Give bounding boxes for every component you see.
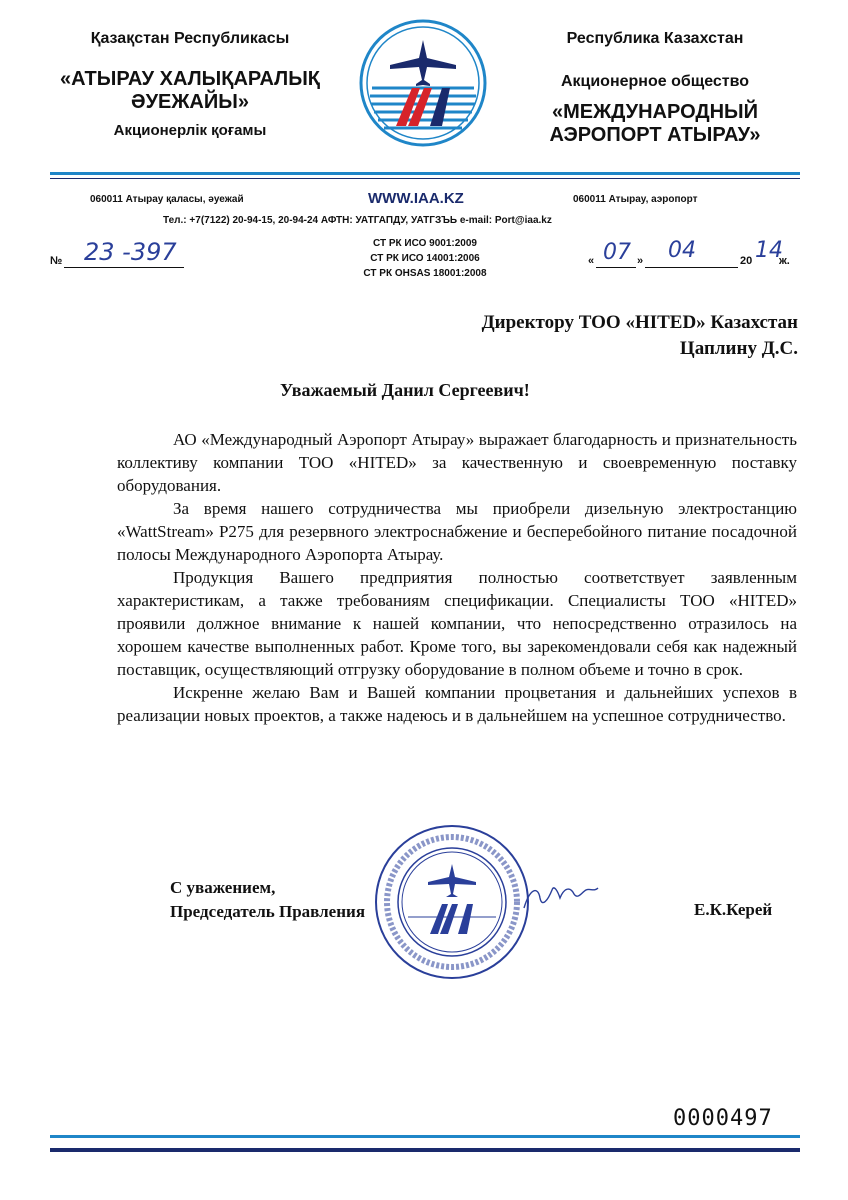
body-paragraph: АО «Международный Аэропорт Атырау» выражает благодарность и признательность коллективу компании ТОО «HITED» за качественную и своевременную поставку оборудования. bbox=[117, 430, 797, 495]
closing-block bbox=[170, 876, 365, 924]
left-name-line2: ӘУЕЖАЙЫ» bbox=[131, 91, 249, 113]
body-paragraph: Продукция Вашего предприятия полностью соответствует заявленным характеристикам, а также требованиям спецификации. Специалисты ТОО «HITED» проявили должное внимание к нашей компании, что непосредственно отразилось на хорошем качестве выполненных работ. Кроме того, вы зарекомендовали себя как надежный поставщик, осуществляющий отгрузку оборудование в полном объеме и точно в срок. bbox=[117, 568, 797, 679]
date-year-end: ж. bbox=[779, 255, 790, 267]
letter-body bbox=[117, 428, 797, 727]
addressee bbox=[420, 310, 798, 362]
body-paragraph: За время нашего сотрудничества мы приобрели дизельную электростанцию «WattStream» P275 для резервного электроснабжение и бесперебойного питание посадочной полосы Международного Аэропорта Атырау. bbox=[117, 499, 797, 564]
header-right bbox=[500, 30, 810, 147]
date-year-prefix: 20 bbox=[740, 255, 753, 267]
addressee-line2: Цаплину Д.С. bbox=[679, 338, 798, 359]
ref-number: 23 -397 bbox=[84, 238, 177, 266]
standard-item: СТ РК ИСО 14001:2006 bbox=[370, 253, 480, 264]
website-link[interactable]: WWW.IAA.KZ bbox=[368, 190, 464, 207]
airport-logo bbox=[358, 18, 488, 148]
right-country: Республика Казахстан bbox=[566, 30, 744, 47]
closing-line2: Председатель Правления bbox=[170, 902, 366, 921]
body-paragraph: Искренне желаю Вам и Вашей компании процветания и дальнейших успехов в реализации новых проектов, а также надеюсь и в дальнейшем на успешное сотрудничество. bbox=[117, 683, 797, 725]
addressee-line1: Директору ТОО «HITED» Казахстан bbox=[481, 312, 798, 333]
right-name-line2: АЭРОПОРТ АТЫРАУ» bbox=[549, 124, 761, 146]
ref-no-line bbox=[64, 267, 184, 268]
left-org-type: Акционерлік қоғамы bbox=[113, 122, 267, 139]
left-country: Қазақстан Республикасы bbox=[90, 30, 290, 47]
date-open-quote: « bbox=[588, 255, 595, 267]
date-month: 04 bbox=[668, 238, 696, 263]
right-name-line1: «МЕЖДУНАРОДНЫЙ bbox=[551, 101, 759, 123]
signature bbox=[520, 878, 600, 918]
date-day-line bbox=[596, 267, 636, 268]
header-divider bbox=[50, 172, 800, 182]
footer-divider bbox=[50, 1135, 800, 1155]
standards-list bbox=[330, 236, 520, 281]
date-year: 14 bbox=[755, 238, 783, 263]
left-name-line1: «АТЫРАУ ХАЛЫҚАРАЛЫҚ bbox=[59, 68, 320, 90]
date-month-line bbox=[645, 267, 738, 268]
date-day: 07 bbox=[603, 240, 631, 265]
company-stamp bbox=[372, 822, 532, 982]
right-org-type: Акционерное общество bbox=[560, 73, 750, 90]
closing-line1: С уважением, bbox=[170, 878, 276, 897]
date-close-quote: » bbox=[637, 255, 644, 267]
header-left bbox=[40, 30, 340, 139]
standard-item: СТ РК ИСО 9001:2009 bbox=[373, 238, 477, 249]
left-address: 060011 Атырау қаласы, әуежай bbox=[90, 194, 244, 205]
standard-item: СТ РК OHSAS 18001:2008 bbox=[363, 268, 487, 279]
salutation: Уважаемый Данил Сергеевич! bbox=[280, 380, 530, 400]
ref-no-label: № bbox=[50, 255, 63, 267]
contacts-line: Тел.: +7(7122) 20-94-15, 20-94-24 АФТН: УАТГАПДУ, УАТГЗЪЬ e-mail: Port@iaa.kz bbox=[163, 215, 552, 226]
serial-number: 0000497 bbox=[673, 1106, 773, 1131]
signer-name: Е.К.Керей bbox=[694, 900, 773, 919]
right-address: 060011 Атырау, аэропорт bbox=[573, 194, 698, 205]
